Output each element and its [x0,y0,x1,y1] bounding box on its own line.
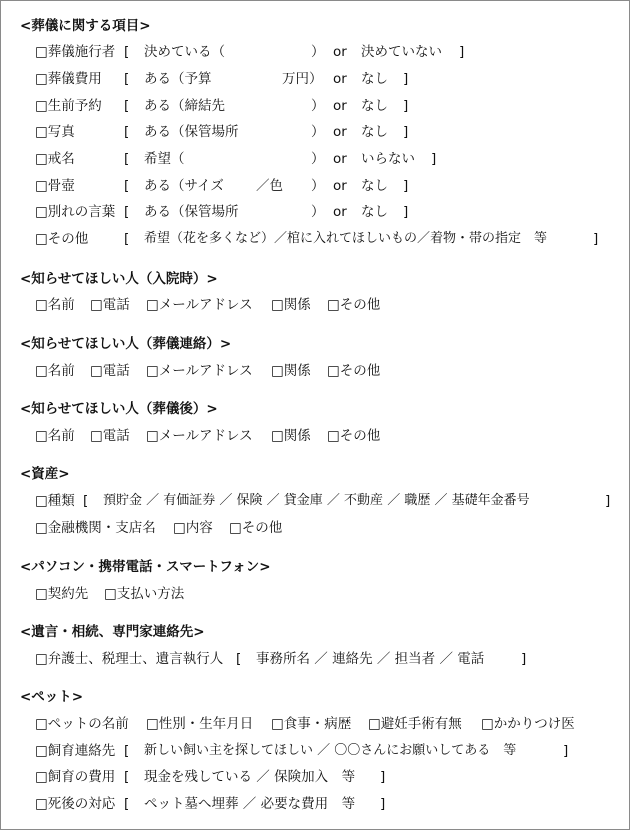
close-paren: ） [311,44,325,60]
open-bracket: [ [124,743,130,759]
field-phone: □電話 [90,363,130,379]
or-text: or [333,44,347,60]
field-content: □内容 [173,520,213,536]
field-email: □メールアドレス [146,297,253,313]
field-relation: □関係 [271,428,311,444]
section-heading-pet: <ペット> [20,689,84,705]
option-yes: ある（保管場所 [144,204,239,220]
open-bracket: [ [124,44,130,60]
section-heading-notify-after: <知らせてほしい人（葬儀後）> [20,401,218,417]
option-no: なし [361,204,388,220]
field-other: □その他 [327,428,381,444]
section-heading-funeral: <葬儀に関する項目> [20,18,151,34]
field-provider: □契約先 [35,586,89,602]
field-name: □名前 [35,363,75,379]
field-diet-history: □食事・病歴 [271,716,352,732]
open-bracket: [ [124,124,130,140]
field-relation: □関係 [271,363,311,379]
open-bracket: [ [124,231,130,247]
field-name: □名前 [35,297,75,313]
option-yes: ある（保管場所 [144,124,239,140]
open-bracket: [ [124,178,130,194]
field-other: □その他 [327,297,381,313]
field-payment-method: □支払い方法 [104,586,185,602]
option-wish: 希望（ [144,151,185,167]
or-text: or [333,124,347,140]
option-not-needed: いらない [361,151,415,167]
item-label: □飼育連絡先 [35,743,116,759]
close-bracket: ] [431,151,437,167]
field-other: □その他 [229,520,283,536]
open-bracket: [ [124,769,130,785]
option-yes: ある（予算 [144,71,212,87]
or-text: or [333,204,347,220]
field-pet-name: □ペットの名前 [35,716,129,732]
section-heading-pc: <パソコン・携帯電話・スマートフォン> [20,559,271,575]
open-bracket: [ [236,651,242,667]
expert-fields-text: 事務所名 ／ 連絡先 ／ 担当者 ／ 電話 [256,651,485,667]
field-spay-neuter: □避妊手術有無 [368,716,462,732]
field-relation: □関係 [271,297,311,313]
close-bracket: ] [605,493,611,509]
section-heading-notify-funeral: <知らせてほしい人（葬儀連絡）> [20,336,232,352]
option-yes: ある（締結先 [144,98,225,114]
field-bank-branch: □金融機関・支店名 [35,520,156,536]
close-bracket: ] [403,71,409,87]
close-bracket: ] [403,124,409,140]
option-no: なし [361,178,388,194]
close-bracket: ] [403,178,409,194]
close-paren: ） [311,98,325,114]
close-bracket: ] [593,231,599,247]
item-label: □別れの言葉 [35,204,116,220]
item-label: □死後の対応 [35,796,116,812]
unit-text: 万円） [282,71,323,87]
or-text: or [333,178,347,194]
option-decided: 決めている（ [144,44,225,60]
section-heading-notify-hospital: <知らせてほしい人（入院時）> [20,271,218,287]
asset-types-text: 預貯金 ／ 有価証券 ／ 保険 ／ 貸金庫 ／ 不動産 ／ 職歴 ／ 基礎年金番号 [103,493,530,508]
open-bracket: [ [124,98,130,114]
color-text: ／色 [256,178,283,194]
option-no: なし [361,71,388,87]
field-other: □その他 [327,363,381,379]
field-phone: □電話 [90,428,130,444]
or-text: or [333,71,347,87]
after-death-text: ペット墓へ埋葬 ／ 必要な費用 等 [144,796,356,812]
close-bracket: ] [380,769,386,785]
option-yes: ある（サイズ [144,178,224,194]
field-vet: □かかりつけ医 [481,716,575,732]
close-paren: ） [311,204,325,220]
open-bracket: [ [124,204,130,220]
item-label: □葬儀施行者 [35,44,116,60]
open-bracket: [ [124,796,130,812]
section-heading-assets: <資産> [20,466,70,482]
item-label: □生前予約 [35,98,102,114]
field-name: □名前 [35,428,75,444]
caretaker-text: 新しい飼い主を探してほしい ／ 〇〇さんにお願いしてある 等 [144,743,517,758]
option-undecided: 決めていない [361,44,442,60]
close-bracket: ] [563,743,569,759]
field-sex-birthdate: □性別・生年月日 [146,716,254,732]
close-bracket: ] [403,98,409,114]
item-label: □飼育の費用 [35,769,116,785]
close-bracket: ] [380,796,386,812]
item-label: □その他 [35,231,89,247]
item-label: □葬儀費用 [35,71,102,87]
open-bracket: [ [83,493,89,509]
item-label: □骨壺 [35,178,75,194]
other-wishes-text: 希望（花を多くなど）／棺に入れてほしいもの／着物・帯の指定 等 [144,231,548,246]
open-bracket: [ [124,71,130,87]
item-label: □写真 [35,124,75,140]
or-text: or [333,151,347,167]
close-bracket: ] [403,204,409,220]
item-label: □弁護士、税理士、遺言執行人 [35,651,224,667]
option-no: なし [361,124,388,140]
cost-text: 現金を残している ／ 保険加入 等 [144,769,356,785]
close-bracket: ] [521,651,527,667]
or-text: or [333,98,347,114]
option-no: なし [361,98,388,114]
close-paren: ） [311,124,325,140]
field-email: □メールアドレス [146,363,253,379]
item-label: □戒名 [35,151,75,167]
close-paren: ） [311,178,325,194]
close-bracket: ] [459,44,465,60]
close-paren: ） [311,151,325,167]
field-email: □メールアドレス [146,428,253,444]
open-bracket: [ [124,151,130,167]
item-label: □種類 [35,493,75,509]
section-heading-will: <遺言・相続、専門家連絡先> [20,624,205,640]
field-phone: □電話 [90,297,130,313]
